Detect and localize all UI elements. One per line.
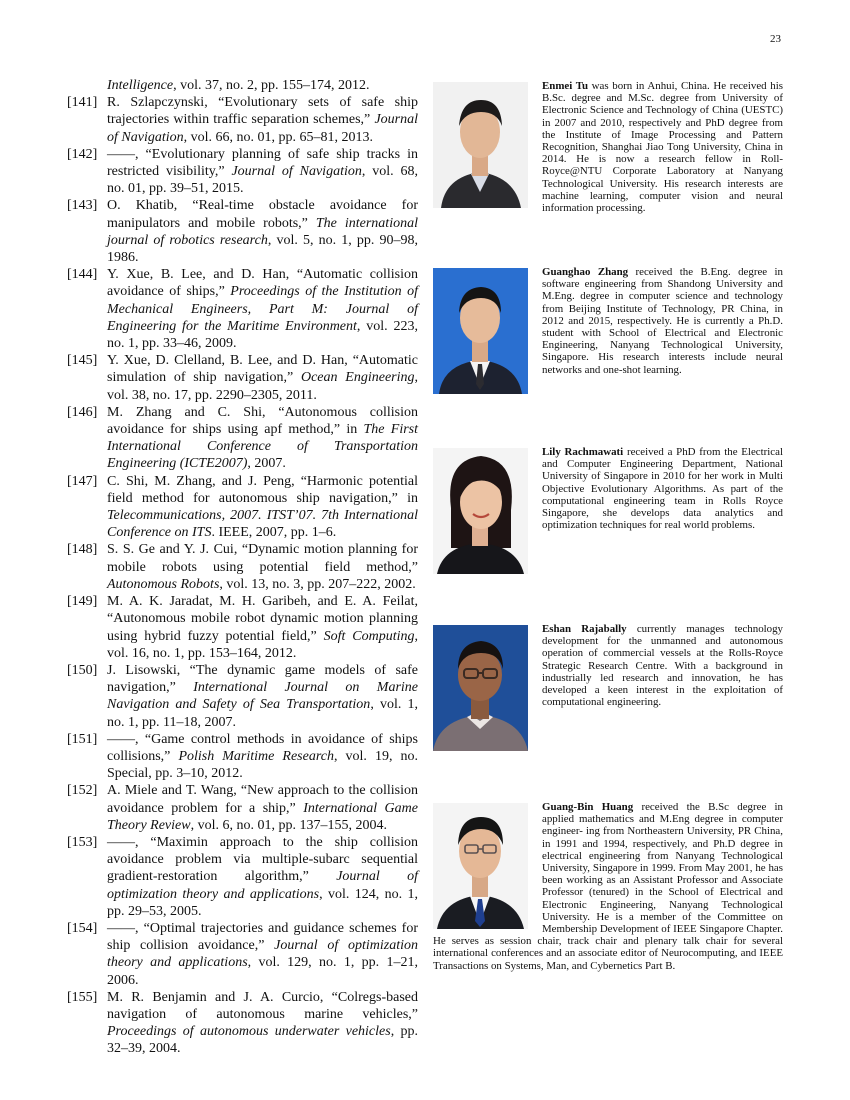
biography-enmei-tu xyxy=(433,80,783,214)
reference-text: J. Lisowski, “The dynamic game models of safe navigation,” xyxy=(107,662,418,696)
reference-text: , pp. 32–39, 2004. xyxy=(107,1024,418,1057)
reference-text: , vol. 1, no. 1, pp. 11–18, 2007. xyxy=(107,697,419,730)
photo-lily-rachmawati xyxy=(433,448,528,574)
reference-text: C. Shi, M. Zhang, and J. Peng, “Harmonic potential field method for autonomous ship navigation,” in xyxy=(107,473,418,506)
references-list xyxy=(67,77,418,1058)
bio-name: Enmei Tu xyxy=(542,80,589,92)
photo-eshan-rajabally xyxy=(433,625,528,751)
bio-name: Lily Rachmawati xyxy=(542,446,624,458)
reference-item xyxy=(67,782,418,834)
reference-item xyxy=(67,77,418,94)
reference-venue: Telecommunications, 2007. ITST’07. 7th International Conference on ITS xyxy=(107,508,418,541)
reference-item xyxy=(67,834,418,920)
reference-text: , vol. 16, no. 1, pp. 153–164, 2012. xyxy=(107,628,418,661)
reference-venue: Ocean Engineering xyxy=(300,370,415,386)
reference-item xyxy=(67,989,418,1058)
reference-item xyxy=(67,731,418,783)
reference-item xyxy=(67,404,418,473)
reference-text: , vol. 6, no. 01, pp. 137–155, 2004. xyxy=(190,817,387,833)
photo-guanghao-zhang xyxy=(433,268,528,394)
bio-name: Eshan Rajabally xyxy=(542,623,627,635)
reference-venue: Journal of optimization theory and applications xyxy=(107,938,418,971)
reference-text: , 2007. xyxy=(247,456,286,472)
reference-item xyxy=(67,662,418,731)
reference-venue: International Game Theory Review xyxy=(107,800,418,833)
reference-text: , vol. 66, no. 01, pp. 65–81, 2013. xyxy=(183,129,374,145)
reference-text: M. R. Benjamin and J. A. Curcio, “Colregs-based navigation of autonomous marine vehicles,” xyxy=(107,989,418,1022)
reference-number: [144] xyxy=(67,267,98,283)
bio-text: received the B.Eng. degree in software engineering from Shandong University and M.Eng. degree in computer science and technology from Beijing Institute of Technology, PR China, in 2012 and 2015, respectively. He is currently a Ph.D. student with School of Electrical and Electronic Engineering, Nanyang Technological University, Singapore. His research interests include neural networks and one-shot learning. xyxy=(542,266,783,376)
reference-text: M. A. K. Jaradat, M. H. Garibeh, and E. A. Feilat, “Autonomous mobile robot dynamic motion planning using hybrid fuzzy potential field,” xyxy=(107,594,418,644)
reference-text: S. S. Ge and Y. J. Cui, “Dynamic motion planning for mobile robots using potential field method,” xyxy=(107,542,418,575)
biography-lily-rachmawati xyxy=(433,446,783,574)
reference-number: [151] xyxy=(67,731,98,747)
bio-text: currently manages technology development for the unmanned and autonomous operation of commercial vessels at the Rolls-Royce Strategic Research Centre. With a background in industrially led research and innovation, he has developed a keen interest in the exploitation of computational engineering. xyxy=(542,623,784,709)
reference-venue: International Journal on Marine Navigation and Safety of Sea Transportation xyxy=(107,680,418,713)
reference-number: [143] xyxy=(67,198,98,214)
reference-number: [147] xyxy=(67,473,98,489)
reference-text: , vol. 13, no. 3, pp. 207–222, 2002. xyxy=(219,576,416,592)
reference-item xyxy=(67,266,418,352)
bio-name: Guang-Bin Huang xyxy=(542,801,634,813)
reference-item xyxy=(67,94,418,146)
reference-text: , vol. 38, no. 17, pp. 2290–2305, 2011. xyxy=(107,370,418,403)
reference-number: [150] xyxy=(67,662,98,678)
bio-text: received the B.Sc degree in applied mathematics and M.Eng degree in computer engineer- ing from Northeastern University, PR China, in 1991 and 1994, respectively, and Ph.D degree in electrical engineering from Nanyang Technological University, Singapore in 1999. From May 2001, he has been working as an Assistant Professor and Associate Professor (tenured) in the School of Electrical and Electronic Engineering, Nanyang Technological University. He is a member of the Committee on Membership Development of IEEE Singapore Chapter. He serves as session chair, track chair and plenary talk chair for several international conferences and an associate editor of Neurocomputing, and IEEE Transactions on Systems, Man, and Cybernetics Part B. xyxy=(433,801,783,972)
reference-text: R. Szlapczynski, “Evolutionary sets of safe ship trajectories within traffic separation schemes,” xyxy=(107,95,418,128)
reference-text: ——, “Maximin approach to the ship collision avoidance problem via multiple-subarc sequential gradient-restoration algorithm,” xyxy=(107,834,418,885)
reference-item xyxy=(67,197,418,266)
reference-number: [142] xyxy=(67,146,98,162)
reference-text: O. Khatib, “Real-time obstacle avoidance for manipulators and mobile robots,” xyxy=(107,198,418,231)
bio-text: was born in Anhui, China. He received his B.Sc. degree and M.Sc. degree from University of Electronic Science and Technology of China (UESTC) in 2007 and 2010, respectively and PhD degree from the Institute of Image Processing and Pattern Recognition, Shanghai Jiao Tong University, China in 2014. He is now a research fellow in Roll-Royce@NTU Corporate Laboratory at Nanyang Technological University. His research interests are machine learning, computer vision and neural information processing. xyxy=(542,80,783,215)
biography-guang-bin-huang xyxy=(433,801,783,972)
reference-venue: Proceedings of autonomous underwater vehicles xyxy=(107,1024,391,1040)
reference-venue: Journal of optimization theory and applications xyxy=(107,869,418,902)
reference-number: [149] xyxy=(67,594,98,610)
reference-venue: Journal of Navigation xyxy=(231,164,362,180)
page-number: 23 xyxy=(770,33,781,45)
reference-venue: Intelligence xyxy=(107,78,174,93)
reference-text: , vol. 68, no. 01, pp. 39–51, 2015. xyxy=(107,164,418,197)
reference-text: , vol. 124, no. 1, pp. 29–53, 2005. xyxy=(107,886,419,919)
bio-name: Guanghao Zhang xyxy=(542,266,629,278)
reference-item xyxy=(67,920,418,989)
reference-text: , vol. 37, no. 2, pp. 155–174, 2012. xyxy=(173,78,370,93)
reference-text: ——, “Game control methods in avoidance of ships collisions,” xyxy=(107,731,418,764)
reference-text: ——, “Evolutionary planning of safe ship tracks in restricted visibility,” xyxy=(107,146,418,180)
reference-number: [145] xyxy=(67,353,98,369)
reference-item xyxy=(67,146,418,198)
reference-item xyxy=(67,593,418,662)
reference-text: . IEEE, 2007, pp. 1–6. xyxy=(211,525,337,541)
reference-number: [146] xyxy=(67,404,98,420)
reference-number: [152] xyxy=(67,783,98,799)
reference-venue: Polish Maritime Research xyxy=(178,748,334,764)
reference-venue: Proceedings of the Institution of Mechanical Engineers, Part M: Journal of Engineering for the Maritime Environment xyxy=(107,284,418,334)
reference-number: [148] xyxy=(67,542,98,558)
reference-text: ——, “Optimal trajectories and guidance schemes for ship collision avoidance,” xyxy=(107,920,418,954)
biography-guanghao-zhang xyxy=(433,266,783,394)
biography-eshan-rajabally xyxy=(433,623,783,751)
reference-venue: Soft Computing xyxy=(323,628,415,644)
reference-text: , vol. 223, no. 1, pp. 33–46, 2009. xyxy=(107,318,418,352)
reference-number: [141] xyxy=(67,95,98,111)
reference-item xyxy=(67,473,418,542)
reference-item xyxy=(67,541,418,593)
reference-text: A. Miele and T. Wang, “New approach to the collision avoidance problem for a ship,” xyxy=(107,783,418,816)
reference-venue: Autonomous Robots xyxy=(107,576,220,592)
reference-venue: The First International Conference of Transportation Engineering (ICTE2007) xyxy=(107,422,418,472)
reference-text: Y. Xue, D. Clelland, B. Lee, and D. Han, “Automatic simulation of ship navigation,” xyxy=(107,353,418,386)
bio-text: received a PhD from the Electrical and Computer Engineering Department, National University of Singapore in 2010 for her work in Multi Objective Evolutionary Algorithms. As part of the computational engineering team in Rolls Royce Singapore, she develops data analytics and optimization techniques for real world problems. xyxy=(542,446,783,532)
reference-number: [153] xyxy=(67,834,98,850)
reference-venue: Journal of Navigation xyxy=(107,112,418,145)
reference-item xyxy=(67,352,418,404)
reference-text: , vol. 19, no. Special, pp. 3–10, 2012. xyxy=(107,748,419,782)
reference-text: , vol. 129, no. 1, pp. 1–21, 2006. xyxy=(107,955,418,988)
reference-text: , vol. 5, no. 1, pp. 90–98, 1986. xyxy=(107,232,418,266)
reference-number: [154] xyxy=(67,920,98,936)
reference-venue: The international journal of robotics research xyxy=(107,215,418,248)
reference-text: M. Zhang and C. Shi, “Autonomous collision avoidance for ships using apf method,” in xyxy=(107,404,418,438)
photo-enmei-tu xyxy=(433,82,528,208)
reference-number: [155] xyxy=(67,989,98,1005)
photo-guang-bin-huang xyxy=(433,803,528,929)
reference-text: Y. Xue, B. Lee, and D. Han, “Automatic collision avoidance of ships,” xyxy=(107,267,418,300)
